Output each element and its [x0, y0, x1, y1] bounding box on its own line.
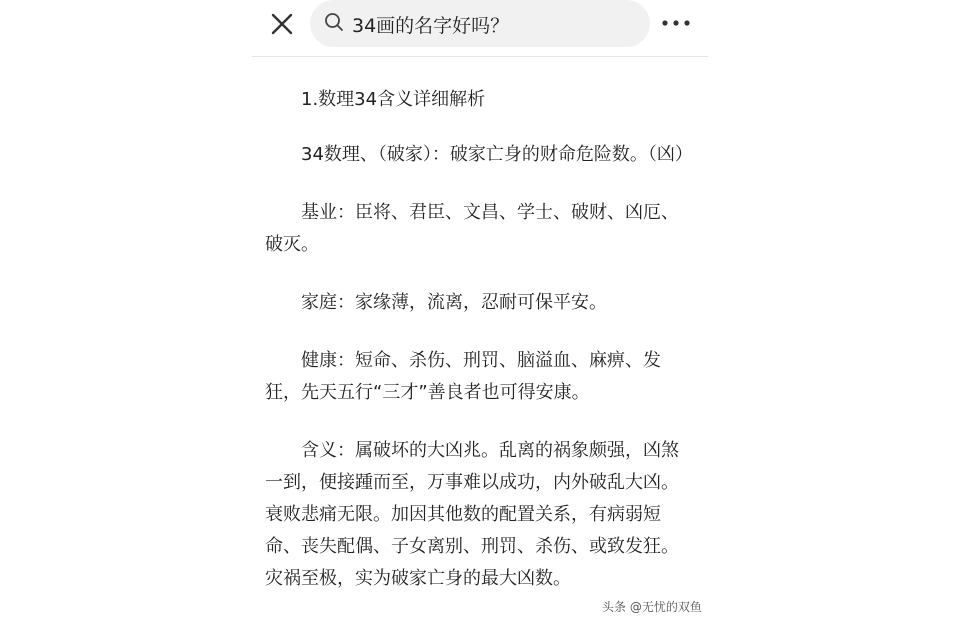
more-horizontal-icon: [656, 8, 696, 38]
source-watermark: 头条 @无忧的双鱼: [602, 600, 702, 614]
more-options-button[interactable]: [656, 8, 696, 38]
search-input[interactable]: [310, 0, 650, 47]
phone-screen: [252, 0, 708, 624]
top-bar: [252, 0, 708, 57]
article-paragraph: 含义：属破坏的大凶兆。乱离的祸象颇强，凶煞一到，便接踵而至，万事难以成功，内外破乱大凶。衰败悲痛无限。加因其他数的配置关系，有病弱短命、丧失配偶、子女离别、刑罚、杀伤、或致发狂。灾祸至极，实为破家亡身的最大凶数。: [265, 440, 679, 589]
close-icon: [266, 8, 298, 40]
article-heading: 1.数理34含义详细解析: [301, 89, 486, 110]
article-paragraph: 健康：短命、杀伤、刑罚、脑溢血、麻痹、发狂，先天五行“三才”善良者也可得安康。: [265, 350, 661, 403]
article-paragraph: 家庭：家缘薄，流离，忍耐可保平安。: [301, 292, 607, 313]
article-body: [265, 84, 695, 621]
close-button[interactable]: [266, 8, 298, 40]
article-paragraph: 基业：臣将、君臣、文昌、学士、破财、凶厄、破灭。: [265, 202, 679, 255]
article-paragraph: 34数理、（破家）：破家亡身的财命危险数。（凶）: [301, 144, 693, 165]
search-query-text: 34画的名字好吗？: [352, 15, 510, 37]
search-icon: [324, 12, 344, 32]
